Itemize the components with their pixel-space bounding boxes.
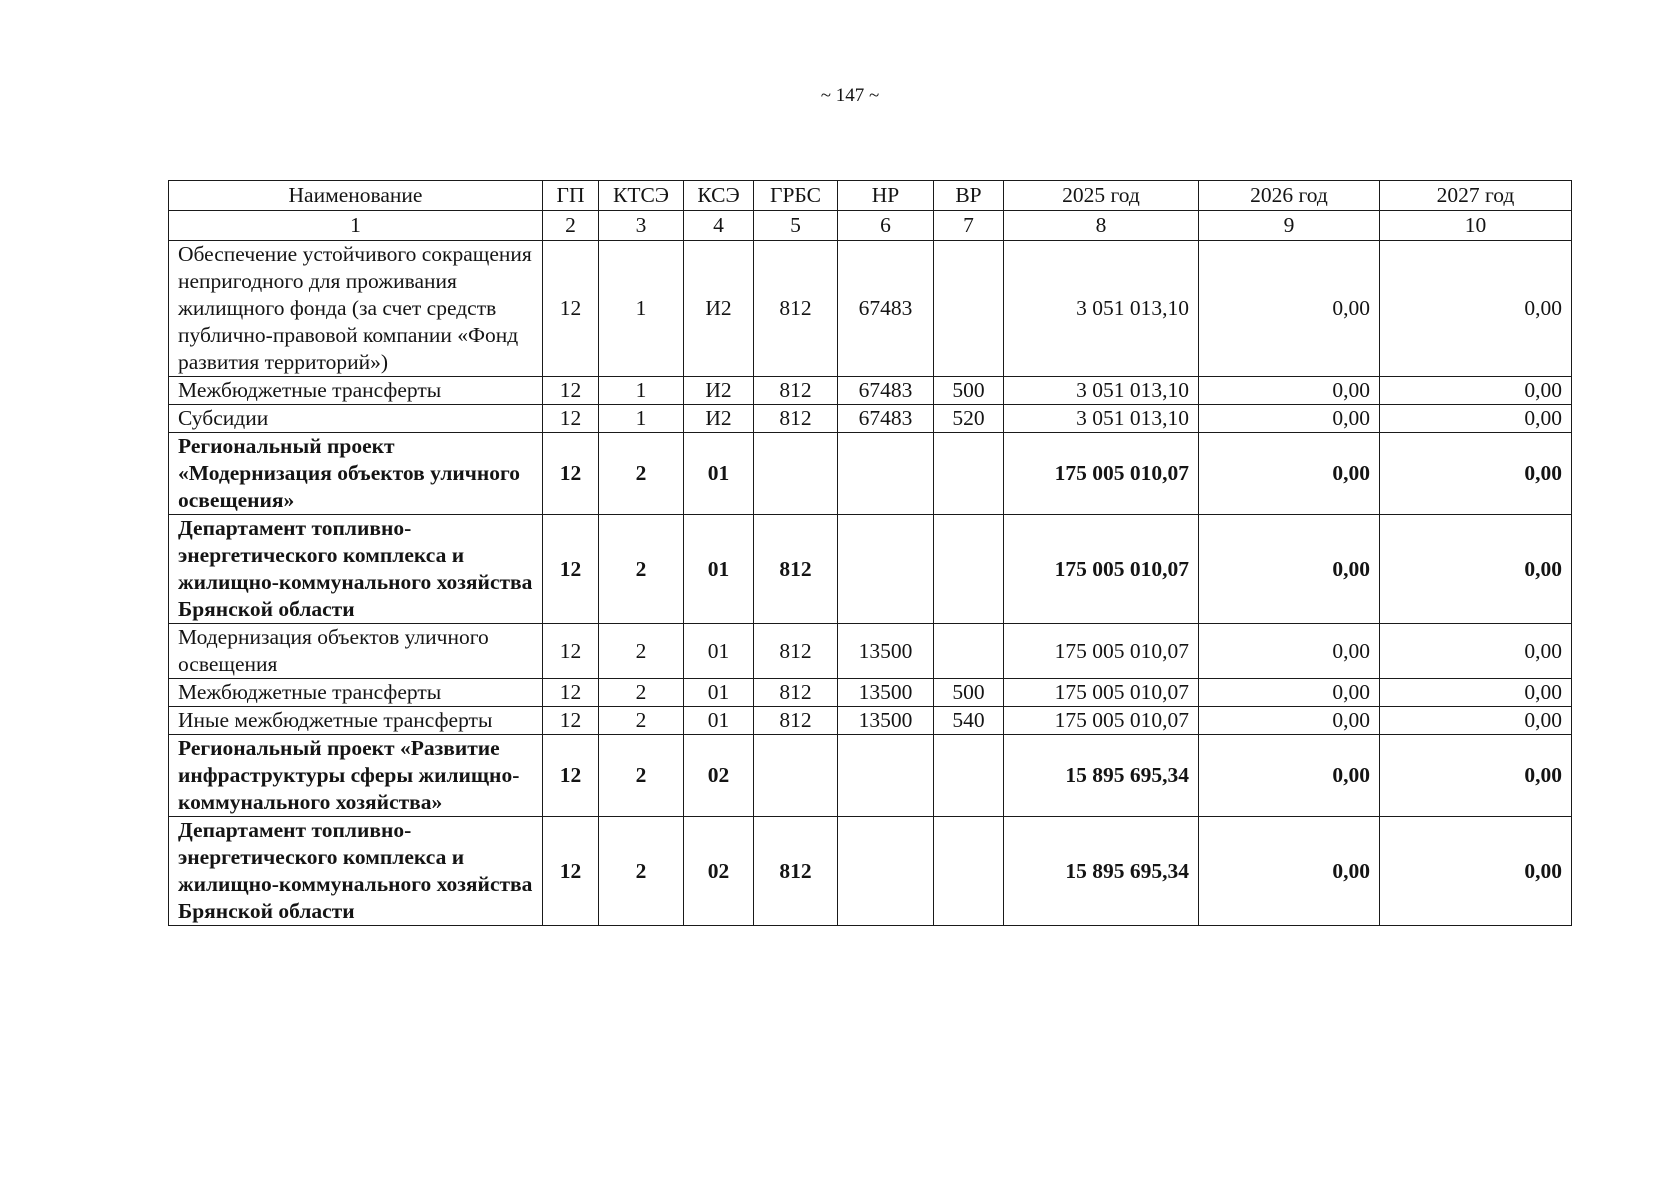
row-name-cell: Иные межбюджетные трансферты [169, 707, 543, 735]
row-gp-cell: 12 [543, 707, 599, 735]
row-nr-cell [838, 433, 934, 515]
table-row [169, 707, 1572, 735]
row-gp-cell: 12 [543, 515, 599, 624]
row-gp-cell: 12 [543, 679, 599, 707]
row-vr-cell: 520 [934, 405, 1004, 433]
row-2025-cell: 15 895 695,34 [1004, 817, 1199, 926]
row-ktse-cell: 1 [599, 377, 684, 405]
row-2025-cell: 3 051 013,10 [1004, 377, 1199, 405]
row-name-cell: Региональный проект «Модернизация объектов уличного освещения» [169, 433, 543, 515]
row-2026-cell: 0,00 [1199, 624, 1380, 679]
header-cell-vr: ВР [934, 181, 1004, 211]
table-row [169, 817, 1572, 926]
row-2026-cell: 0,00 [1199, 707, 1380, 735]
header-cell-2027: 2027 год [1380, 181, 1572, 211]
column-number: 9 [1199, 211, 1380, 241]
row-2026-cell: 0,00 [1199, 241, 1380, 377]
row-gp-cell: 12 [543, 405, 599, 433]
row-name-cell: Межбюджетные трансферты [169, 377, 543, 405]
row-gp-cell: 12 [543, 735, 599, 817]
table-row [169, 735, 1572, 817]
row-kse-cell: 02 [684, 817, 754, 926]
header-cell-ktse: КТСЭ [599, 181, 684, 211]
row-2027-cell: 0,00 [1380, 624, 1572, 679]
column-number: 8 [1004, 211, 1199, 241]
row-nr-cell: 13500 [838, 624, 934, 679]
row-grbs-cell [754, 433, 838, 515]
header-cell-gp: ГП [543, 181, 599, 211]
row-2026-cell: 0,00 [1199, 433, 1380, 515]
row-2027-cell: 0,00 [1380, 735, 1572, 817]
row-gp-cell: 12 [543, 241, 599, 377]
row-2025-cell: 175 005 010,07 [1004, 433, 1199, 515]
row-2027-cell: 0,00 [1380, 707, 1572, 735]
row-ktse-cell: 1 [599, 241, 684, 377]
table-row [169, 405, 1572, 433]
row-vr-cell [934, 515, 1004, 624]
row-kse-cell: 02 [684, 735, 754, 817]
row-2025-cell: 3 051 013,10 [1004, 405, 1199, 433]
row-vr-cell: 500 [934, 679, 1004, 707]
row-2027-cell: 0,00 [1380, 377, 1572, 405]
row-name-cell: Региональный проект «Развитие инфраструктуры сферы жилищно-коммунального хозяйства» [169, 735, 543, 817]
row-grbs-cell: 812 [754, 377, 838, 405]
header-row [169, 181, 1572, 211]
row-name-cell: Межбюджетные трансферты [169, 679, 543, 707]
row-vr-cell [934, 735, 1004, 817]
row-ktse-cell: 2 [599, 433, 684, 515]
row-kse-cell: 01 [684, 515, 754, 624]
row-2025-cell: 175 005 010,07 [1004, 515, 1199, 624]
row-nr-cell [838, 817, 934, 926]
row-2026-cell: 0,00 [1199, 405, 1380, 433]
row-name-cell: Субсидии [169, 405, 543, 433]
table-body [169, 241, 1572, 926]
row-vr-cell [934, 241, 1004, 377]
row-kse-cell: 01 [684, 679, 754, 707]
column-number: 7 [934, 211, 1004, 241]
row-2026-cell: 0,00 [1199, 735, 1380, 817]
header-cell-name: Наименование [169, 181, 543, 211]
row-2027-cell: 0,00 [1380, 405, 1572, 433]
row-grbs-cell: 812 [754, 405, 838, 433]
header-cell-grbs: ГРБС [754, 181, 838, 211]
row-nr-cell: 67483 [838, 241, 934, 377]
table-row [169, 377, 1572, 405]
row-grbs-cell: 812 [754, 707, 838, 735]
row-ktse-cell: 1 [599, 405, 684, 433]
row-grbs-cell: 812 [754, 679, 838, 707]
row-gp-cell: 12 [543, 624, 599, 679]
column-number: 1 [169, 211, 543, 241]
budget-table [168, 180, 1572, 926]
row-ktse-cell: 2 [599, 515, 684, 624]
row-ktse-cell: 2 [599, 679, 684, 707]
row-2026-cell: 0,00 [1199, 679, 1380, 707]
row-name-cell: Департамент топливно-энергетического комплекса и жилищно-коммунального хозяйства Брянской области [169, 817, 543, 926]
row-name-cell: Департамент топливно-энергетического комплекса и жилищно-коммунального хозяйства Брянской области [169, 515, 543, 624]
column-number: 3 [599, 211, 684, 241]
header-cell-2026: 2026 год [1199, 181, 1380, 211]
row-gp-cell: 12 [543, 817, 599, 926]
row-kse-cell: 01 [684, 707, 754, 735]
row-grbs-cell: 812 [754, 624, 838, 679]
row-vr-cell: 540 [934, 707, 1004, 735]
row-2027-cell: 0,00 [1380, 433, 1572, 515]
row-vr-cell: 500 [934, 377, 1004, 405]
row-gp-cell: 12 [543, 433, 599, 515]
header-cell-nr: НР [838, 181, 934, 211]
row-name-cell: Обеспечение устойчивого сокращения непригодного для проживания жилищного фонда (за счет средств публично-правовой компании «Фонд развития территорий») [169, 241, 543, 377]
row-nr-cell: 67483 [838, 377, 934, 405]
row-kse-cell: 01 [684, 624, 754, 679]
row-vr-cell [934, 433, 1004, 515]
row-2027-cell: 0,00 [1380, 241, 1572, 377]
header-cell-kse: КСЭ [684, 181, 754, 211]
row-kse-cell: И2 [684, 377, 754, 405]
header-cell-2025: 2025 год [1004, 181, 1199, 211]
table-row [169, 679, 1572, 707]
row-vr-cell [934, 817, 1004, 926]
column-number: 10 [1380, 211, 1572, 241]
row-kse-cell: И2 [684, 405, 754, 433]
row-ktse-cell: 2 [599, 707, 684, 735]
row-2025-cell: 175 005 010,07 [1004, 679, 1199, 707]
row-nr-cell [838, 735, 934, 817]
row-ktse-cell: 2 [599, 735, 684, 817]
row-nr-cell [838, 515, 934, 624]
row-grbs-cell [754, 735, 838, 817]
row-grbs-cell: 812 [754, 241, 838, 377]
row-kse-cell: 01 [684, 433, 754, 515]
table-row [169, 624, 1572, 679]
table-row [169, 433, 1572, 515]
row-2025-cell: 175 005 010,07 [1004, 624, 1199, 679]
row-name-cell: Модернизация объектов уличного освещения [169, 624, 543, 679]
row-vr-cell [934, 624, 1004, 679]
row-nr-cell: 13500 [838, 679, 934, 707]
row-nr-cell: 67483 [838, 405, 934, 433]
column-number: 6 [838, 211, 934, 241]
row-nr-cell: 13500 [838, 707, 934, 735]
column-number: 2 [543, 211, 599, 241]
row-2025-cell: 175 005 010,07 [1004, 707, 1199, 735]
column-number: 5 [754, 211, 838, 241]
table-row [169, 241, 1572, 377]
page-number: ~ 147 ~ [820, 85, 880, 106]
row-2025-cell: 3 051 013,10 [1004, 241, 1199, 377]
row-2026-cell: 0,00 [1199, 377, 1380, 405]
row-2027-cell: 0,00 [1380, 515, 1572, 624]
row-2026-cell: 0,00 [1199, 817, 1380, 926]
row-ktse-cell: 2 [599, 817, 684, 926]
column-number: 4 [684, 211, 754, 241]
row-gp-cell: 12 [543, 377, 599, 405]
row-kse-cell: И2 [684, 241, 754, 377]
row-2025-cell: 15 895 695,34 [1004, 735, 1199, 817]
row-2027-cell: 0,00 [1380, 679, 1572, 707]
row-2027-cell: 0,00 [1380, 817, 1572, 926]
row-grbs-cell: 812 [754, 817, 838, 926]
row-ktse-cell: 2 [599, 624, 684, 679]
row-grbs-cell: 812 [754, 515, 838, 624]
table-row [169, 515, 1572, 624]
column-number-row [169, 211, 1572, 241]
row-2026-cell: 0,00 [1199, 515, 1380, 624]
